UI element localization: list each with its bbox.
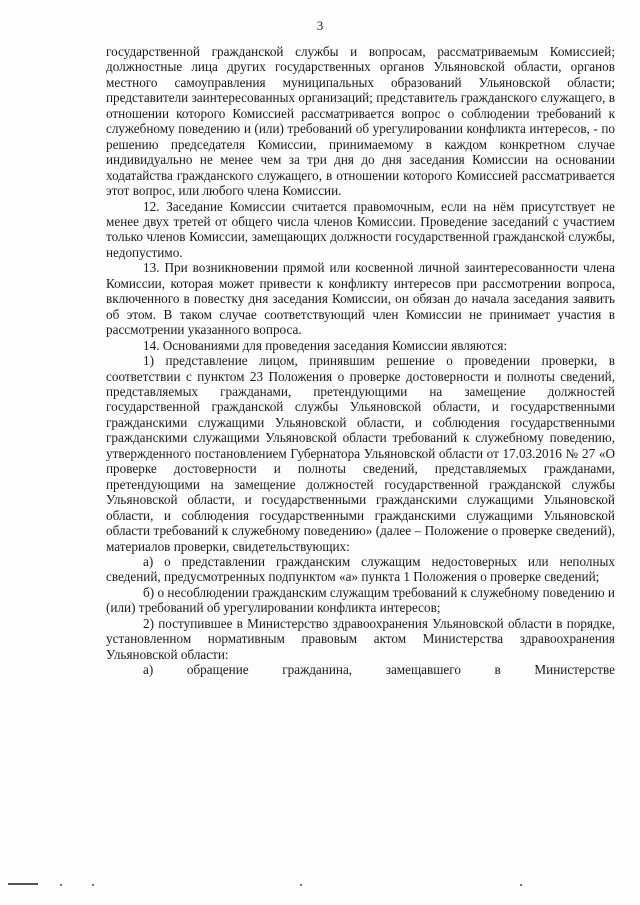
scan-artifact-dot — [92, 884, 94, 886]
scan-artifact-left — [8, 883, 38, 885]
paragraph-12: 12. Заседание Комиссии считается правомочным, если на нём присутствует не менее двух третей от общего числа членов Комиссии. Проведение заседаний с участием только членов Комиссии, замещающих должности государственной гражданской службы, недопустимо. — [106, 198, 615, 260]
paragraph-14-item-1-b: б) о несоблюдении гражданским служащим требований к служебному поведению и (или) требований об урегулировании конфликта интересов; — [106, 584, 615, 616]
paragraph-14: 14. Основаниями для проведения заседания Комиссии являются: — [143, 337, 508, 353]
scan-artifact-dot — [60, 884, 62, 886]
scan-artifact-dot — [520, 884, 522, 886]
paragraph-14-item-1: 1) представление лицом, принявшим решение о проведении проверки, в соответствии с пунктом 23 Положения о проверке достоверности и полноты сведений, представляемых гражданами, претендующими на замещение должностей государственной гражданской службы Ульяновской области, и государственными гражданскими служащими Ульяновской области, и соблюдения государственными гражданскими служащими Ульяновской области требований к служебному поведению, утвержденного постановлением Губернатора Ульяновской области от 17.03.2016 № 27 «О проверке достоверности и полноты сведений, представляемых гражданами, претендующими на замещение должностей государственной гражданской службы Ульяновской области, и государственными гражданскими служащими Ульяновской области, и соблюдения государственными гражданскими служащими Ульяновской области требований к служебному поведению» (далее – Положение о проверке сведений), материалов проверки, свидетельствующих: — [106, 353, 615, 554]
document-body — [106, 44, 615, 678]
paragraph-14-item-2: 2) поступившее в Министерство здравоохранения Ульяновской области в порядке, установленном нормативным правовым актом Министерства здравоохранения Ульяновской области: — [106, 615, 615, 662]
paragraph-14-item-1-a: а) о представлении гражданским служащим недостоверных или неполных сведений, предусмотренных подпунктом «а» пункта 1 Положения о проверке сведений; — [106, 553, 615, 585]
page-number: 3 — [316, 18, 324, 33]
paragraph-13: 13. При возникновении прямой или косвенной личной заинтересованности члена Комиссии, которая может привести к конфликту интересов при рассмотрении вопроса, включенного в повестку дня заседания Комиссии, он обязан до начала заседания заявить об этом. В таком случае соответствующий член Комиссии не принимает участия в рассмотрении указанного вопроса. — [106, 260, 615, 338]
paragraph-14-item-2-a: а) обращение гражданина, замещавшего в Министерстве — [143, 662, 615, 678]
paragraph-continuation: государственной гражданской службы и вопросам, рассматриваемым Комиссией; должностные лица других государственных органов Ульяновской области, органов местного самоуправления муниципальных образований Ульяновской области; представители заинтересованных организаций; представитель гражданского служащего, в отношении которого Комиссией рассматривается вопрос о соблюдении требований к служебному поведению и (или) требований об урегулировании конфликта интересов, - по решению председателя Комиссии, принимаемому в каждом конкретном случае индивидуально не менее чем за три дня до дня заседания Комиссии на основании ходатайства гражданского служащего, в отношении которого Комиссией рассматривается этот вопрос, или любого члена Комиссии. — [106, 44, 615, 199]
scan-artifact-dot — [300, 884, 302, 886]
